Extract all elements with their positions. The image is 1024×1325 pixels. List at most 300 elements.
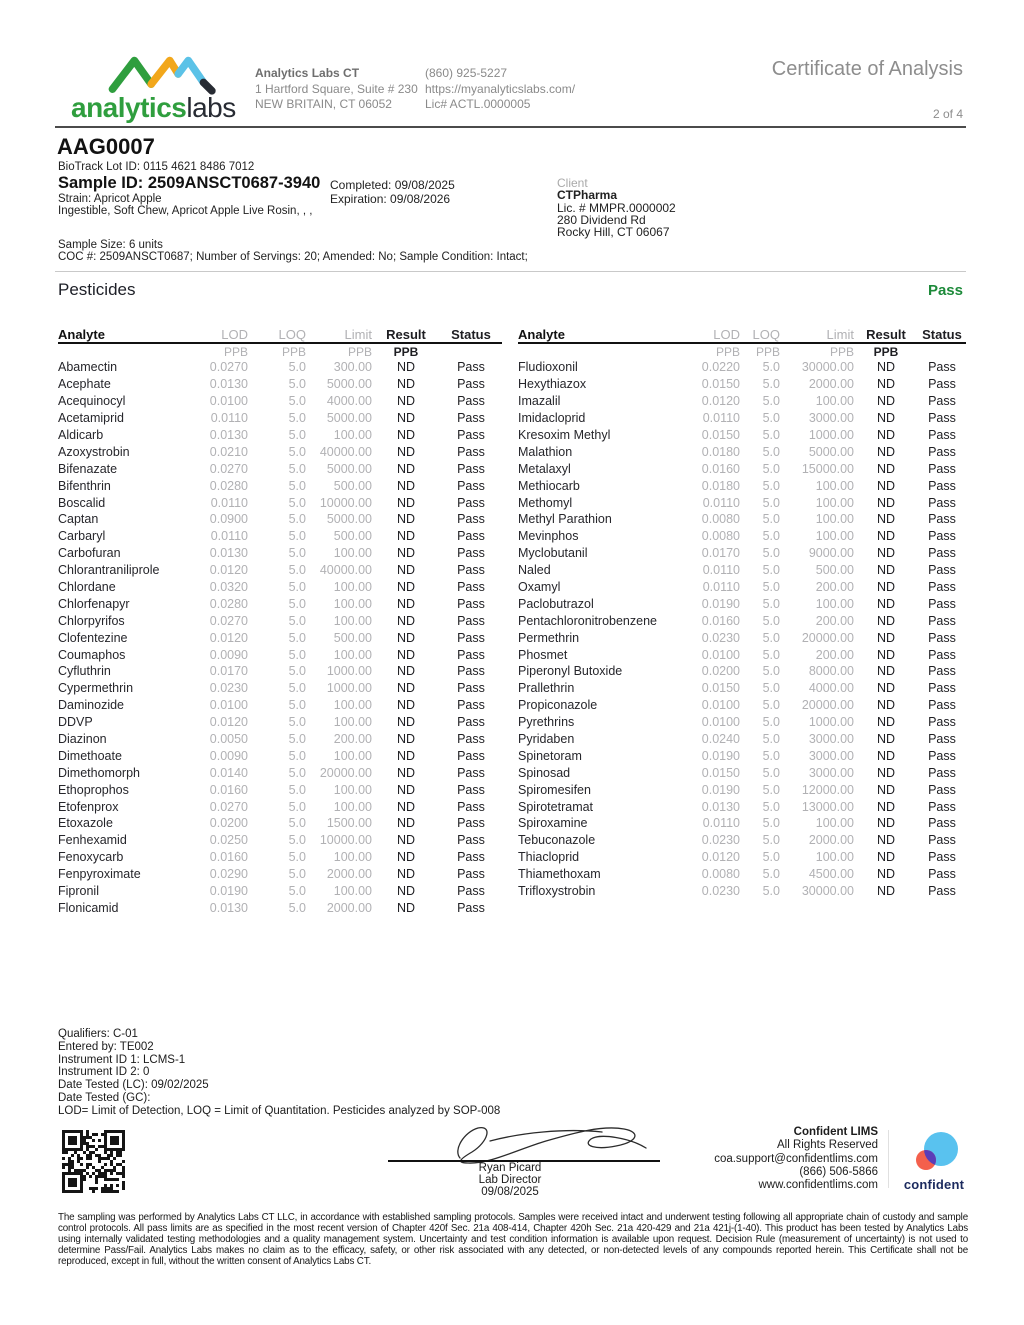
cell-limit: 200.00 [815, 580, 854, 595]
table-row [518, 528, 966, 545]
cell-limit: 200.00 [815, 647, 854, 662]
cell-result: ND [876, 596, 896, 611]
cell-lod: 0.0130 [209, 377, 248, 392]
table-row [58, 545, 502, 562]
cell-analyte: Clofentezine [58, 630, 128, 645]
cell-analyte: Methyl Parathion [518, 512, 612, 527]
sample-id: Sample ID: 2509ANSCT0687-3940 [58, 174, 321, 192]
client-label: Client [557, 176, 588, 190]
cell-analyte: Boscalid [58, 495, 106, 510]
cell-loq: 5.0 [762, 360, 780, 375]
table-row [58, 747, 502, 764]
cell-lod: 0.0280 [209, 478, 248, 493]
table-row [518, 629, 966, 646]
client-license: Lic. # MMPR.0000002 [557, 200, 676, 215]
lims-name: Confident LIMS [793, 1126, 878, 1138]
cell-limit: 40000.00 [319, 444, 372, 459]
cell-loq: 5.0 [762, 512, 780, 527]
table-row [58, 460, 502, 477]
cell-limit: 20000.00 [319, 765, 372, 780]
cell-status: Pass [928, 748, 956, 763]
analysis-notes [58, 1028, 500, 1118]
cell-lod: 0.0250 [209, 833, 248, 848]
cell-status: Pass [457, 867, 485, 882]
table-row [58, 494, 502, 511]
cell-lod: 0.0270 [209, 461, 248, 476]
signer-name: Ryan Picard [478, 1162, 542, 1174]
coc-line: COC #: 2509ANSCT0687; Number of Servings: 20; Amended: No; Sample Condition: Intact; [58, 251, 528, 263]
section-title: Pesticides [58, 280, 136, 299]
cell-status: Pass [457, 428, 485, 442]
cell-result: ND [396, 698, 416, 713]
table-row [518, 731, 966, 748]
unit-limit: PPB [347, 344, 372, 359]
cell-analyte: Prallethrin [518, 681, 575, 696]
strain: Strain: Apricot Apple [58, 193, 162, 205]
cell-status: Pass [928, 647, 956, 662]
cell-loq: 5.0 [288, 799, 306, 814]
cell-result: ND [396, 563, 416, 578]
cell-loq: 5.0 [762, 580, 780, 595]
cell-result: ND [396, 732, 416, 747]
cell-result: ND [876, 495, 896, 510]
cell-status: Pass [928, 428, 956, 442]
table-row [58, 714, 502, 731]
cell-analyte: Abamectin [58, 360, 118, 375]
cell-result: ND [876, 732, 896, 747]
wordmark-analytics: analytics [71, 92, 187, 123]
cell-status: Pass [928, 613, 956, 628]
cell-limit: 5000.00 [808, 444, 854, 459]
cell-analyte: Paclobutrazol [518, 596, 594, 611]
cell-result: ND [876, 765, 896, 780]
cell-lod: 0.0110 [702, 495, 740, 510]
cell-status: Pass [928, 529, 956, 544]
cell-result: ND [396, 664, 416, 679]
cell-analyte: Hexythiazox [518, 377, 587, 392]
cell-lod: 0.0160 [701, 613, 740, 628]
cell-loq: 5.0 [288, 850, 306, 865]
cell-result: ND [396, 715, 416, 730]
cell-status: Pass [457, 360, 485, 375]
cell-limit: 100.00 [333, 647, 372, 662]
cell-result: ND [396, 816, 416, 831]
cell-limit: 10000.00 [319, 495, 372, 510]
cell-loq: 5.0 [762, 850, 780, 865]
header-lod: LOD [713, 326, 740, 342]
cell-analyte: Spiroxamine [518, 816, 588, 831]
cell-status: Pass [928, 664, 956, 679]
cell-limit: 13000.00 [801, 799, 854, 814]
note-date-gc: Date Tested (GC): [58, 1091, 151, 1104]
table-row [518, 815, 966, 832]
cell-loq: 5.0 [288, 394, 306, 409]
cell-result: ND [396, 428, 416, 442]
cell-analyte: Spirotetramat [518, 799, 594, 814]
cell-status: Pass [457, 715, 485, 730]
cell-status: Pass [457, 411, 485, 426]
cell-loq: 5.0 [288, 681, 306, 696]
cell-result: ND [876, 698, 896, 713]
cell-analyte: Oxamyl [518, 580, 561, 595]
cell-result: ND [396, 580, 416, 595]
cell-limit: 100.00 [333, 428, 372, 442]
cell-status: Pass [457, 529, 485, 544]
cell-lod: 0.0190 [701, 748, 740, 763]
table-row [518, 832, 966, 849]
cell-lod: 0.0180 [701, 444, 740, 459]
cell-status: Pass [457, 596, 485, 611]
cell-limit: 2000.00 [326, 900, 372, 915]
cell-analyte: Acephate [58, 377, 111, 392]
table-row [58, 595, 502, 612]
confident-lims-logo [896, 1128, 972, 1192]
table-row [518, 714, 966, 731]
cell-limit: 300.00 [333, 360, 372, 375]
cell-analyte: Imidacloprid [518, 411, 586, 426]
cell-result: ND [396, 647, 416, 662]
table-row [58, 883, 502, 900]
cell-analyte: Bifenthrin [58, 478, 111, 493]
cell-status: Pass [457, 478, 485, 493]
cell-limit: 12000.00 [801, 782, 854, 797]
table-row [58, 798, 502, 815]
cell-lod: 0.0090 [209, 748, 248, 763]
cell-loq: 5.0 [288, 630, 306, 645]
cell-loq: 5.0 [288, 512, 306, 527]
cell-result: ND [876, 884, 896, 899]
signature-date: 09/08/2025 [481, 1186, 539, 1198]
wordmark-labs: labs [186, 92, 236, 123]
cell-limit: 100.00 [333, 782, 372, 797]
table-row [518, 781, 966, 798]
cell-lod: 0.0230 [701, 884, 740, 899]
lims-rights: All Rights Reserved [777, 1139, 878, 1152]
cell-lod: 0.0120 [209, 630, 248, 645]
table-row [58, 443, 502, 460]
table-row [518, 866, 966, 883]
table-units-row [58, 344, 502, 359]
table-row [58, 477, 502, 494]
cell-loq: 5.0 [288, 529, 306, 544]
cell-result: ND [396, 529, 416, 544]
table-row [518, 410, 966, 427]
header-result: Result [866, 326, 906, 342]
header-divider [55, 126, 966, 128]
unit-result: PPB [873, 344, 899, 359]
unit-loq: PPB [281, 344, 306, 359]
cell-result: ND [876, 512, 896, 527]
cell-analyte: Chlorfenapyr [58, 596, 130, 611]
cell-lod: 0.0200 [209, 816, 248, 831]
cell-status: Pass [928, 715, 956, 730]
cell-status: Pass [928, 394, 956, 409]
cell-result: ND [396, 833, 416, 848]
cell-lod: 0.0160 [209, 782, 248, 797]
cell-result: ND [396, 461, 416, 476]
cell-loq: 5.0 [762, 884, 780, 899]
cell-analyte: DDVP [58, 715, 93, 730]
table-row [518, 680, 966, 697]
cell-result: ND [876, 377, 896, 392]
table-row [58, 629, 502, 646]
cell-analyte: Captan [58, 512, 99, 527]
cell-lod: 0.0080 [701, 512, 740, 527]
header-limit: Limit [344, 326, 372, 342]
table-row [58, 697, 502, 714]
cell-loq: 5.0 [762, 495, 780, 510]
table-header-row [518, 326, 966, 344]
unit-limit: PPB [829, 344, 854, 359]
cell-result: ND [396, 411, 416, 426]
section-divider [55, 271, 966, 272]
cell-lod: 0.0210 [209, 444, 248, 459]
table-row [518, 849, 966, 866]
cell-limit: 100.00 [815, 596, 854, 611]
cell-analyte: Cyfluthrin [58, 664, 111, 679]
cell-loq: 5.0 [762, 428, 780, 442]
table-row [518, 764, 966, 781]
qr-code [62, 1130, 125, 1193]
cell-analyte: Permethrin [518, 630, 580, 645]
unit-lod: PPB [223, 344, 248, 359]
cell-lod: 0.0120 [701, 394, 740, 409]
cell-limit: 500.00 [333, 630, 372, 645]
cell-loq: 5.0 [288, 428, 306, 442]
cell-limit: 2000.00 [326, 867, 372, 882]
cell-analyte: Spinosad [518, 765, 571, 780]
cell-limit: 100.00 [333, 850, 372, 865]
cell-lod: 0.0270 [209, 360, 248, 375]
cell-loq: 5.0 [762, 799, 780, 814]
cell-analyte: Fenhexamid [58, 833, 127, 848]
cell-analyte: Carbaryl [58, 529, 106, 544]
cell-result: ND [396, 630, 416, 645]
cell-result: ND [876, 563, 896, 578]
cell-loq: 5.0 [288, 748, 306, 763]
cell-status: Pass [457, 765, 485, 780]
cell-limit: 30000.00 [801, 884, 854, 899]
cell-lod: 0.0130 [209, 546, 248, 561]
cell-limit: 20000.00 [801, 698, 854, 713]
cell-result: ND [396, 377, 416, 392]
cell-status: Pass [457, 546, 485, 561]
cell-status: Pass [457, 563, 485, 578]
cell-result: ND [876, 428, 896, 442]
confident-logo-text: confident [903, 1177, 965, 1192]
cell-lod: 0.0080 [701, 529, 740, 544]
cell-limit: 100.00 [333, 580, 372, 595]
cell-lod: 0.0080 [701, 867, 740, 882]
cell-result: ND [876, 478, 896, 493]
cell-analyte: Dimethomorph [58, 765, 140, 780]
cell-lod: 0.0130 [209, 900, 248, 915]
cell-loq: 5.0 [288, 580, 306, 595]
table-row [518, 646, 966, 663]
cell-analyte: Fipronil [58, 884, 99, 899]
cell-loq: 5.0 [762, 782, 780, 797]
cell-loq: 5.0 [762, 411, 780, 426]
cell-analyte: Aldicarb [58, 428, 104, 442]
cell-loq: 5.0 [288, 664, 306, 679]
table-row [58, 731, 502, 748]
cell-lod: 0.0190 [209, 884, 248, 899]
cell-loq: 5.0 [288, 613, 306, 628]
cell-loq: 5.0 [288, 816, 306, 831]
cell-status: Pass [928, 833, 956, 848]
cell-loq: 5.0 [762, 748, 780, 763]
cell-result: ND [876, 799, 896, 814]
cell-loq: 5.0 [288, 698, 306, 713]
cell-lod: 0.0160 [209, 850, 248, 865]
cell-status: Pass [457, 748, 485, 763]
lab-address-block [255, 66, 418, 113]
cell-status: Pass [457, 833, 485, 848]
cell-limit: 100.00 [815, 394, 854, 409]
table-row [518, 883, 966, 900]
cell-result: ND [396, 900, 416, 915]
lab-address-line1: 1 Hartford Square, Suite # 230 [255, 81, 418, 96]
cell-analyte: Propiconazole [518, 698, 598, 713]
cell-status: Pass [457, 681, 485, 696]
table-row [58, 866, 502, 883]
cell-analyte: Fenoxycarb [58, 850, 124, 865]
table-row [518, 477, 966, 494]
cell-lod: 0.0110 [702, 580, 740, 595]
lims-contact-block [714, 1126, 878, 1192]
document-title: Certificate of Analysis [771, 58, 963, 80]
cell-analyte: Ethoprophos [58, 782, 129, 797]
cell-limit: 100.00 [333, 884, 372, 899]
cell-result: ND [396, 360, 416, 375]
pesticides-table-left [58, 326, 502, 916]
cell-limit: 100.00 [815, 816, 854, 831]
cell-lod: 0.0110 [210, 495, 248, 510]
cell-loq: 5.0 [288, 833, 306, 848]
cell-lod: 0.0220 [701, 360, 740, 375]
cell-lod: 0.0100 [701, 698, 740, 713]
cell-loq: 5.0 [762, 816, 780, 831]
cell-result: ND [396, 478, 416, 493]
table-row [518, 697, 966, 714]
table-row [58, 511, 502, 528]
header-limit: Limit [826, 326, 854, 342]
cell-analyte: Spiromesifen [518, 782, 591, 797]
header-status: Status [922, 326, 962, 342]
cell-loq: 5.0 [762, 394, 780, 409]
table-body-right [518, 359, 966, 900]
cell-analyte: Coumaphos [58, 647, 126, 662]
cell-limit: 1000.00 [808, 428, 854, 442]
cell-result: ND [396, 884, 416, 899]
cell-status: Pass [457, 495, 485, 510]
cell-loq: 5.0 [288, 782, 306, 797]
cell-limit: 4000.00 [808, 681, 854, 696]
cell-loq: 5.0 [762, 613, 780, 628]
cell-loq: 5.0 [288, 546, 306, 561]
cell-status: Pass [928, 461, 956, 476]
cell-status: Pass [457, 850, 485, 865]
table-row [58, 612, 502, 629]
cell-status: Pass [928, 411, 956, 426]
cell-lod: 0.0130 [701, 799, 740, 814]
cell-limit: 5000.00 [326, 461, 372, 476]
cell-status: Pass [457, 461, 485, 476]
confident-logo-icon [899, 1128, 969, 1174]
table-row [518, 545, 966, 562]
table-row [518, 595, 966, 612]
cell-result: ND [876, 816, 896, 831]
cell-analyte: Chlorantraniliprole [58, 563, 160, 578]
cell-analyte: Spinetoram [518, 748, 582, 763]
cell-limit: 3000.00 [808, 748, 854, 763]
cell-analyte: Chlorpyrifos [58, 613, 125, 628]
table-row [518, 798, 966, 815]
cell-analyte: Pentachloronitrobenzene [518, 613, 657, 628]
cell-loq: 5.0 [762, 377, 780, 392]
cell-analyte: Fenpyroximate [58, 867, 141, 882]
cell-loq: 5.0 [288, 444, 306, 459]
cell-analyte: Carbofuran [58, 546, 121, 561]
cell-result: ND [876, 850, 896, 865]
cell-result: ND [876, 394, 896, 409]
cell-loq: 5.0 [288, 478, 306, 493]
cell-result: ND [876, 529, 896, 544]
cell-lod: 0.0110 [702, 563, 740, 578]
cell-limit: 100.00 [333, 698, 372, 713]
header-analyte: Analyte [518, 326, 565, 342]
cell-loq: 5.0 [762, 444, 780, 459]
cell-lod: 0.0160 [701, 461, 740, 476]
table-row [58, 393, 502, 410]
cell-result: ND [876, 647, 896, 662]
note-instrument2: Instrument ID 2: 0 [58, 1066, 150, 1079]
cell-limit: 5000.00 [326, 377, 372, 392]
header-lod: LOD [221, 326, 248, 342]
cell-lod: 0.0270 [209, 799, 248, 814]
cell-status: Pass [928, 478, 956, 493]
note-instrument1: Instrument ID 1: LCMS-1 [58, 1053, 186, 1066]
cell-limit: 5000.00 [326, 411, 372, 426]
cell-status: Pass [457, 444, 485, 459]
cell-result: ND [396, 444, 416, 459]
table-row [518, 393, 966, 410]
cell-limit: 3000.00 [808, 411, 854, 426]
cell-loq: 5.0 [288, 867, 306, 882]
table-row [518, 460, 966, 477]
unit-lod: PPB [715, 344, 740, 359]
header-loq: LOQ [278, 326, 306, 342]
cell-loq: 5.0 [762, 563, 780, 578]
expiration-date: Expiration: 09/08/2026 [330, 192, 451, 206]
table-row [58, 680, 502, 697]
cell-lod: 0.0150 [701, 377, 740, 392]
cell-analyte: Pyrethrins [518, 715, 575, 730]
cell-limit: 1500.00 [326, 816, 372, 831]
cell-limit: 1000.00 [326, 664, 372, 679]
cell-lod: 0.0230 [701, 833, 740, 848]
cell-lod: 0.0200 [701, 664, 740, 679]
table-row [518, 376, 966, 393]
cell-status: Pass [928, 816, 956, 831]
cell-lod: 0.0120 [209, 715, 248, 730]
cell-status: Pass [457, 816, 485, 831]
table-row [518, 443, 966, 460]
cell-limit: 2000.00 [808, 377, 854, 392]
cell-limit: 100.00 [333, 715, 372, 730]
cell-result: ND [396, 512, 416, 527]
analytics-labs-logo-icon [104, 52, 222, 96]
